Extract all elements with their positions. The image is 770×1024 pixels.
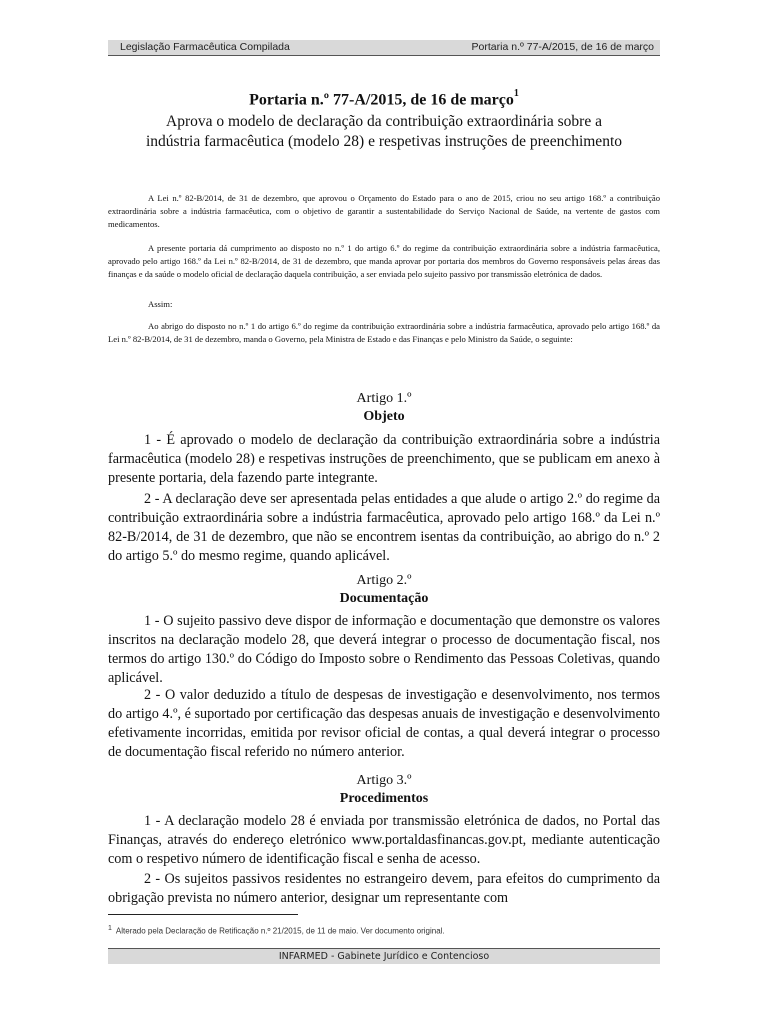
preamble-paragraph-2: A presente portaria dá cumprimento ao disposto no n.º 1 do artigo 6.º do regime da contribuição extraordinária sobre a indústria farmacêutica, aprovado pelo artigo 168.º da Lei n.º 82-B/2014, de 31 de dezembro, que manda aprovar por portaria dos membros do Governo responsáveis pelas áreas das finanças e da saúde o modelo oficial de declaração daquela contribuição, a ser enviada pelo sujeito passivo por transmissão eletrónica de dados.	[108, 243, 660, 279]
footer-text: INFARMED - Gabinete Jurídico e Contencioso	[278, 951, 490, 962]
header-document-ref: Portaria n.º 77-A/2015, de 16 de março	[471, 41, 654, 53]
footnote-text[interactable]: Alterado pela Declaração de Retificação n.º 21/2015, de 11 de maio. Ver documento original.	[115, 926, 445, 936]
document-subtitle: Aprova o modelo de declaração da contribuição extraordinária sobre a indústria farmacêutica (modelo 28) e respetivas instruções de preenchimento	[145, 113, 622, 150]
preamble-paragraph-1: A Lei n.º 82-B/2014, de 31 de dezembro, que aprovou o Orçamento do Estado para o ano de 2015, criou no seu artigo 168.º a contribuição extraordinária sobre a indústria farmacêutica, com o objetivo de garantir a sustentabilidade do Serviço Nacional de Saúde, na vertente de gastos com medicamentos.	[108, 193, 660, 229]
article-3-paragraph-2: 2 - Os sujeitos passivos residentes no estrangeiro devem, para efeitos do cumprimento da obrigação prevista no número anterior, designar um representante com	[108, 871, 660, 906]
header-collection-title: Legislação Farmacêutica Compilada	[120, 41, 290, 53]
preamble-paragraph-3: Assim:	[148, 299, 173, 309]
title-footnote-ref[interactable]: 1	[513, 88, 519, 99]
running-header	[108, 40, 660, 56]
article-1-number: Artigo 1.º	[356, 391, 412, 406]
document-title	[108, 86, 660, 110]
article-1-paragraph-2: 2 - A declaração deve ser apresentada pelas entidades a que alude o artigo 2.º do regime da contribuição extraordinária sobre a indústria farmacêutica, aprovado pelo artigo 168.º da Lei n.º 82-B/2014, de 31 de dezembro, que não se encontrem isentas da contribuição, ao abrigo do n.º 2 do artigo 5.º do mesmo regime, quando aplicável.	[108, 491, 660, 564]
article-1-title: Objeto	[363, 409, 405, 424]
article-2-number: Artigo 2.º	[356, 573, 412, 588]
footnote-divider	[108, 914, 298, 915]
article-2-paragraph-1: 1 - O sujeito passivo deve dispor de informação e documentação que demonstre os valores inscritos na declaração modelo 28, que deverá integrar o processo de documentação fiscal, nos termos do artigo 130.º do Código do Imposto sobre o Rendimento das Pessoas Coletivas, quando aplicável.	[108, 613, 660, 686]
footnote	[108, 923, 660, 938]
document-title-text: Portaria n.º 77-A/2015, de 16 de março	[249, 91, 514, 109]
article-3-paragraph-1: 1 - A declaração modelo 28 é enviada por transmissão eletrónica de dados, no Portal das Finanças, através do endereço eletrónico www.portaldasfinancas.gov.pt, mediante autenticação com o respetivo número de identificação fiscal e senha de acesso.	[108, 813, 660, 867]
article-2-paragraph-2: 2 - O valor deduzido a título de despesas de investigação e desenvolvimento, nos termos do artigo 4.º, é suportado por certificação das despesas anuais de investigação e desenvolvimento efetivamente incorridas, emitida por revisor oficial de contas, a qual deverá integrar o processo de documentação fiscal referido no número anterior.	[108, 687, 660, 760]
article-2-title: Documentação	[339, 591, 429, 606]
article-3-title: Procedimentos	[339, 791, 429, 806]
preamble-paragraph-4: Ao abrigo do disposto no n.º 1 do artigo 6.º do regime da contribuição extraordinária sobre a indústria farmacêutica, aprovado pelo artigo 168.º da Lei n.º 82-B/2014, de 31 de dezembro, manda o Governo, pela Ministra de Estado e das Finanças e pelo Ministro da Saúde, o seguinte:	[108, 321, 660, 344]
article-1-paragraph-1: 1 - É aprovado o modelo de declaração da contribuição extraordinária sobre a indústria farmacêutica (modelo 28) e respetivas instruções de preenchimento, que se publicam em anexo à presente portaria, dela fazendo parte integrante.	[108, 432, 660, 486]
running-footer	[108, 948, 660, 964]
article-3-number: Artigo 3.º	[356, 773, 412, 788]
footnote-ref: 1	[108, 925, 112, 932]
